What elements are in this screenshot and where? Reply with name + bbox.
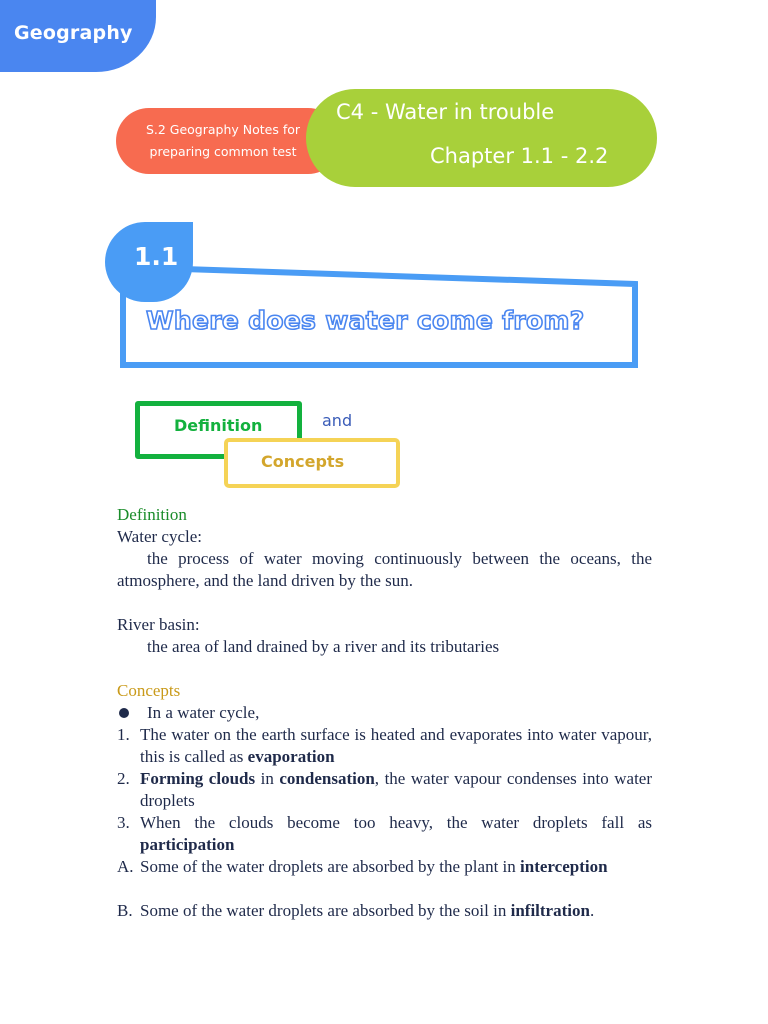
- concept-item: [117, 724, 652, 768]
- concept-item: [117, 812, 652, 856]
- concept-item-marker: 2.: [117, 769, 130, 788]
- concept-keyword: infiltration: [510, 901, 590, 920]
- concept-item-text: in: [255, 769, 280, 788]
- concept-item-text: .: [589, 901, 595, 920]
- chapter-range: Chapter 1.1 - 2.2: [430, 144, 609, 168]
- section-number: 1.1: [134, 242, 179, 271]
- concept-item-marker: B.: [117, 901, 133, 920]
- definition-term-river-basin: River basin:: [117, 615, 200, 634]
- definition-tag-label: Definition: [174, 416, 263, 435]
- notes-caption: [128, 119, 318, 163]
- concept-item: [117, 856, 652, 878]
- bullet-icon: [119, 708, 129, 718]
- concept-item-marker: 3.: [117, 813, 130, 832]
- chapter-title: C4 - Water in trouble: [336, 100, 555, 124]
- concept-item-text: Some of the water droplets are absorbed by the soil in: [140, 901, 511, 920]
- concept-item: [117, 900, 652, 922]
- definitions-heading: Definition: [117, 505, 187, 524]
- definitions-section: [117, 504, 652, 658]
- concept-item-text: Some of the water droplets are absorbed by the plant in: [140, 857, 521, 876]
- definition-term-water-cycle: Water cycle:: [117, 527, 202, 546]
- concepts-bullet-text: In a water cycle,: [147, 703, 260, 722]
- concept-keyword: evaporation: [247, 747, 335, 766]
- concept-keyword: interception: [520, 857, 608, 876]
- concept-item-marker: 1.: [117, 725, 130, 744]
- concept-item: [117, 768, 652, 812]
- notes-line-1: S.2 Geography Notes for: [145, 122, 301, 137]
- concept-keyword: condensation: [279, 769, 375, 788]
- definition-text-river-basin: the area of land drained by a river and its tributaries: [147, 637, 500, 656]
- definition-text-water-cycle: the process of water moving continuously between the oceans, the atmosphere, and the land driven by the sun.: [117, 549, 652, 590]
- concept-item-text: The water on the earth surface is heated and evaporates into water vapour, this is called as: [140, 725, 652, 766]
- concept-item-marker: A.: [117, 857, 134, 876]
- concept-keyword: participation: [140, 835, 235, 854]
- concepts-heading: Concepts: [117, 681, 181, 700]
- concepts-tag-label: Concepts: [261, 452, 345, 471]
- concept-item-text: , the water vapour condenses into water droplets: [140, 769, 652, 810]
- subject-tab-label: Geography: [14, 22, 133, 44]
- concepts-bullet: [117, 702, 652, 724]
- notes-line-2: preparing common test: [149, 144, 297, 159]
- concept-item-text: When the clouds become too heavy, the water droplets fall as: [140, 813, 652, 832]
- concept-keyword: Forming clouds: [140, 769, 256, 788]
- section-title: Where does water come from?: [146, 306, 585, 335]
- and-label: and: [322, 411, 353, 430]
